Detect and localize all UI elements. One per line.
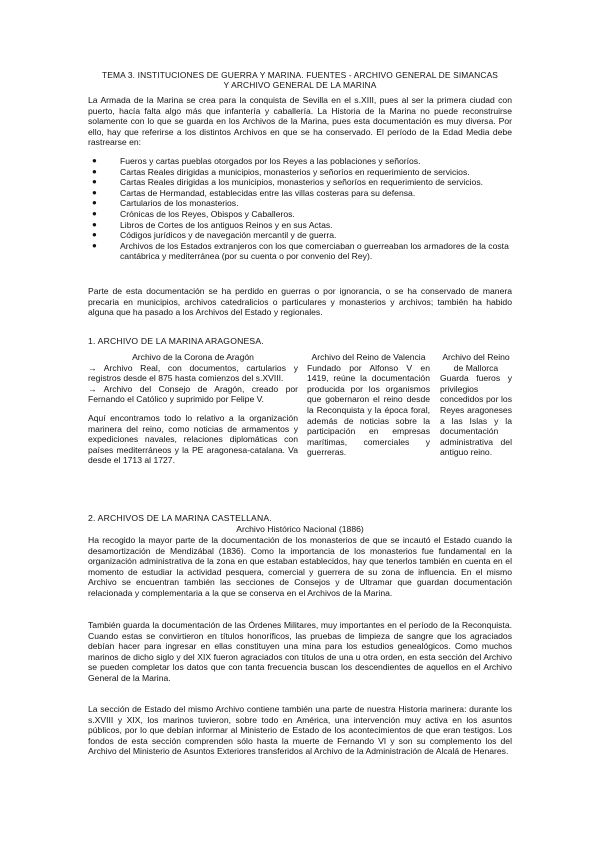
list-item: ● Libros de Cortes de los antiguos Reinos y en sus Actas. xyxy=(92,219,333,230)
mallorca-text: Guarda fueros y privilegios concedidos por los Reyes aragoneses a las Islas y la documentación administrativa del antiguo reino. xyxy=(440,373,512,458)
title-line-2: Y ARCHIVO GENERAL DE LA MARINA xyxy=(223,80,377,91)
list-item: ● Fueros y cartas pueblas otorgados por los Reyes a las poblaciones y señoríos. xyxy=(92,156,421,166)
consejo-aragon-text: → Archivo del Consejo de Aragón, creado por Fernando el Católico y suprimido por Felipe V. xyxy=(88,383,298,405)
bullet-icon: ● xyxy=(92,240,97,250)
archivo-real-text: → Archivo Real, con documentos, cartularios y registros desde el 875 hasta comienzos del s.XVIII. xyxy=(88,362,298,384)
title-line-1: TEMA 3. INSTITUCIONES DE GUERRA Y MARINA. FUENTES - ARCHIVO GENERAL DE SIMANCAS xyxy=(101,70,499,80)
ahn-paragraph-1: Ha recogido la mayor parte de la documentación de los monasterios de que se incautó el Estado cuando la desamortización de Mendizábal (1836). Como la importancia de los monasterios fue fundamental en la organización administrativa de la zona en que estaban establecidos, hay que tenerlos también en cuenta en el momento de estudiar la actividad pesquera, comercial y guerrera de su zona de influencia. En el mismo Archivo se encuentran también las secciones de Consejos y de Ultramar que guardan documentación relacionada y complementaria a la que se conserva en el Archivos de la Marina. xyxy=(88,535,512,598)
section-1-heading: 1. ARCHIVO DE LA MARINA ARAGONESA. xyxy=(88,336,264,346)
valencia-text: Fundado por Alfonso V en 1419, reúne la documentación producida por los organismos que gobernaron el reino desde la Reconquista y la época foral, además de noticias sobre la participación en empresas marítimas, comerciales y guerreras. xyxy=(307,362,430,458)
sources-bullet-list xyxy=(88,156,512,262)
bullet-icon: ● xyxy=(92,156,97,165)
documentation-loss-paragraph: Parte de esta documentación se ha perdido en guerras o por ignorancia, o se ha conservado de manera precaria en municipios, archivos catedralicios o particulares y monasterios y archivos; también ha habido alguna que ha pasado a los Archivos del Estado y regionales. xyxy=(88,286,512,318)
list-item: ● Crónicas de los Reyes, Obispos y Caballeros. xyxy=(92,208,295,219)
column-title: Archivo del Reino de Valencia xyxy=(311,352,426,362)
list-item: ● Códigos jurídicos y de navegación mercantil y de guerra. xyxy=(92,230,337,241)
bullet-icon: ● xyxy=(92,219,97,229)
bullet-icon: ● xyxy=(92,177,97,187)
list-item: ● Cartas Reales dirigidas a municipios, monasterios y señoríos en requerimiento de servicios. xyxy=(92,166,470,177)
bullet-icon: ● xyxy=(92,187,97,197)
list-item: ● Cartas de Hermandad, establecidas entre las villas costeras para su defensa. xyxy=(92,187,416,198)
column-title: Archivo de la Corona de Aragón xyxy=(132,352,254,362)
reino-mallorca-column xyxy=(440,352,512,458)
intro-paragraph: La Armada de la Marina se crea para la conquista de Sevilla en el s.XIII, pues al ser la primera ciudad con puerto, hacía falta algo más que infantería y caballería. La Historia de la Marina no puede reconstruirse solamente con lo que se guarda en los Archivos de la Marina, pues esta documentación es muy diversa. Por ello, hay que referirse a los distintos Archivos en que se ha conservado. El período de la Edad Media debe rastrearse en: xyxy=(88,95,512,148)
document-title xyxy=(88,70,512,91)
list-item: ● Cartularios de los monasterios. xyxy=(92,198,239,209)
bullet-icon: ● xyxy=(92,208,97,218)
section-2-subheading: Archivo Histórico Nacional (1886) xyxy=(236,524,364,534)
ahn-paragraph-3: La sección de Estado del mismo Archivo contiene también una parte de nuestra Historia marinera: durante los s.XVIII y XIX, los marinos tuvieron, sobre todo en América, una intervención muy activa en los asuntos públicos, por lo que debían informar al Ministerio de Estado de los acontecimientos de que eran testigos. Los fondos de esta sección comprenden sólo hasta la muerte de Fernando VI y son su complemento los del Archivo del Ministerio de Asuntos Exteriores transferidos al Archivo de la Administración de Alcalá de Henares. xyxy=(88,704,512,757)
list-item: ● Cartas Reales dirigidas a los municipios, monasterios y señoríos en requerimiento de servicios. xyxy=(92,177,484,188)
bullet-icon: ● xyxy=(92,166,97,176)
column-title: Archivo del Reino de Mallorca xyxy=(442,352,510,373)
list-item: ● Archivos de los Estados extranjeros con los que comerciaban o guerreaban los armadores de la costa cantábrica y mediterránea (por su cuenta o por convenio del Rey). xyxy=(92,240,509,262)
ahn-paragraph-2: También guarda la documentación de las Órdenes Militares, muy importantes en el período de la Reconquista. Cuando estas se convirtieron en títulos honoríficos, las pruebas de limpieza de sangre que los agraciados debían hacer para ingresar en ellas constituyen una mina para los estudios genealógicos. Como muchos marinos de dicho siglo y del XIX fueron agraciados con títulos de una u otra orden, en esta sección del Archivo se pueden completar los datos que con tanta frecuencia buscan los descendientes de aquellos en el Archivo General de la Marina. xyxy=(88,620,512,683)
corona-aragon-column xyxy=(88,352,298,466)
section-2-heading: 2. ARCHIVOS DE LA MARINA CASTELLANA. xyxy=(88,513,272,523)
organizacion-marinera-text: Aquí encontramos todo lo relativo a la organización marinera del reino, como noticias de armamentos y expediciones navales, relaciones diplomáticas con países mediterráneos y la PE aragonesa-catalana. Va desde el 1713 al 1727. xyxy=(88,412,298,466)
reino-valencia-column xyxy=(307,352,430,458)
bullet-icon: ● xyxy=(92,198,97,208)
bullet-icon: ● xyxy=(92,230,97,240)
